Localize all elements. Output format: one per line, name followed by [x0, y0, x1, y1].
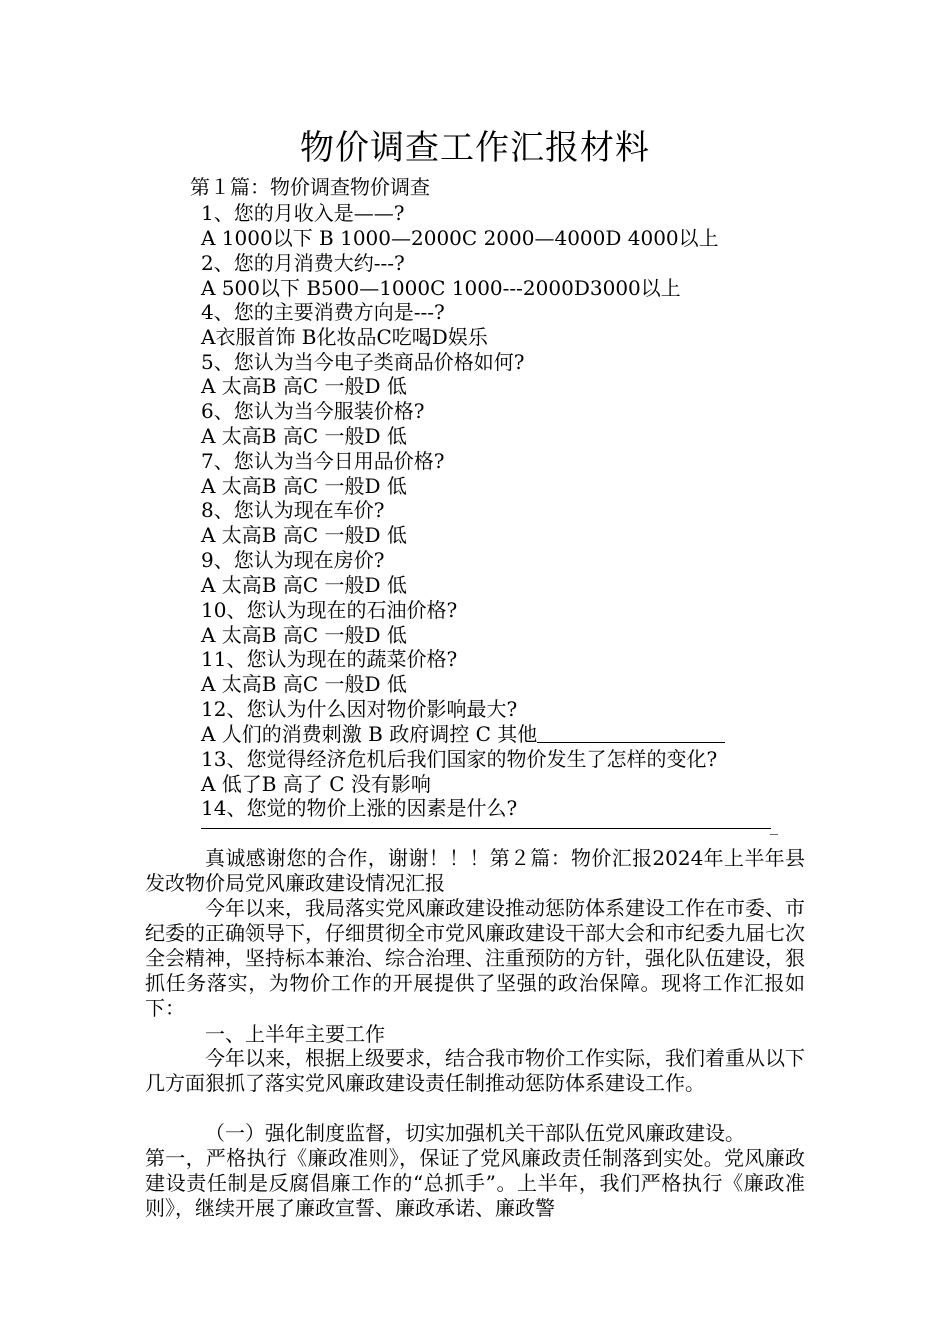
options-4: A衣服首饰 B化妆品C吃喝D娱乐 — [201, 325, 488, 349]
question-1: 1、您的月收入是——? — [201, 201, 405, 225]
options-7: A 太高B 高C 一般D 低 — [201, 474, 407, 498]
question-5: 5、您认为当今电子类商品价格如何? — [201, 350, 525, 374]
options-12-text: A 人们的消费刺激 B 政府调控 C 其他 — [201, 722, 538, 746]
document-title: 物价调查工作汇报材料 — [300, 128, 650, 168]
paragraph-2: 今年以来，根据上级要求，结合我市物价工作实际，我们着重从以下几方面狠抓了落实党风廉政建设责任制推动惩防体系建设工作。 — [145, 1046, 805, 1095]
question-7: 7、您认为当今日用品价格? — [201, 449, 445, 473]
answer-line-end: _ — [770, 816, 778, 835]
question-12: 12、您认为什么因对物价影响最大? — [201, 697, 518, 721]
question-4: 4、您的主要消费方向是---? — [201, 300, 445, 324]
paragraph-3: 第一，严格执行《廉政准则》，保证了党风廉政责任制落到实处。党风廉政建设责任制是反腐倡廉工作的“总抓手”。上半年，我们严格执行《廉政准则》，继续开展了廉政宣誓、廉政承诺、廉政警 — [145, 1146, 805, 1220]
options-2: A 500以下 B500—1000C 1000---2000D3000以上 — [201, 276, 681, 300]
options-1: A 1000以下 B 1000—2000C 2000—4000D 4000以上 — [201, 226, 719, 250]
options-13: A 低了B 高了 C 没有影响 — [201, 772, 431, 796]
paragraph-1: 今年以来，我局落实党风廉政建设推动惩防体系建设工作在市委、市纪委的正确领导下，仔细贯彻全市党风廉政建设干部大会和市纪委九届七次全会精神，坚持标本兼治、综合治理、注重预防的方针，强化队伍建设，狠抓任务落实，为物价工作的开展提供了坚强的政治保障。现将工作汇报如下： — [145, 896, 805, 1020]
question-8: 8、您认为现在车价? — [201, 498, 385, 522]
options-6: A 太高B 高C 一般D 低 — [201, 424, 407, 448]
options-12 — [201, 722, 725, 746]
options-5: A 太高B 高C 一般D 低 — [201, 374, 407, 398]
options-9: A 太高B 高C 一般D 低 — [201, 573, 407, 597]
fill-in-blank — [537, 724, 725, 743]
options-11: A 太高B 高C 一般D 低 — [201, 672, 407, 696]
thanks-paragraph: 真诚感谢您的合作，谢谢！！！第２篇：物价汇报2024年上半年县发改物价局党风廉政建设情况汇报 — [145, 846, 805, 895]
answer-line — [201, 828, 771, 829]
question-2: 2、您的月消费大约---? — [201, 251, 405, 275]
question-9: 9、您认为现在房价? — [201, 548, 385, 572]
options-8: A 太高B 高C 一般D 低 — [201, 523, 407, 547]
question-13: 13、您觉得经济危机后我们国家的物价发生了怎样的变化? — [201, 747, 718, 771]
subheading-1: （一）强化制度监督，切实加强机关干部队伍党风廉政建设。 — [205, 1121, 745, 1145]
question-6: 6、您认为当今服装价格? — [201, 399, 425, 423]
options-10: A 太高B 高C 一般D 低 — [201, 623, 407, 647]
question-14: 14、您觉的物价上涨的因素是什么? — [201, 796, 518, 820]
question-10: 10、您认为现在的石油价格? — [201, 598, 458, 622]
heading-1: 一、上半年主要工作 — [205, 1022, 385, 1046]
section-heading: 第１篇：物价调查物价调查 — [190, 175, 430, 199]
question-11: 11、您认为现在的蔬菜价格? — [201, 647, 458, 671]
